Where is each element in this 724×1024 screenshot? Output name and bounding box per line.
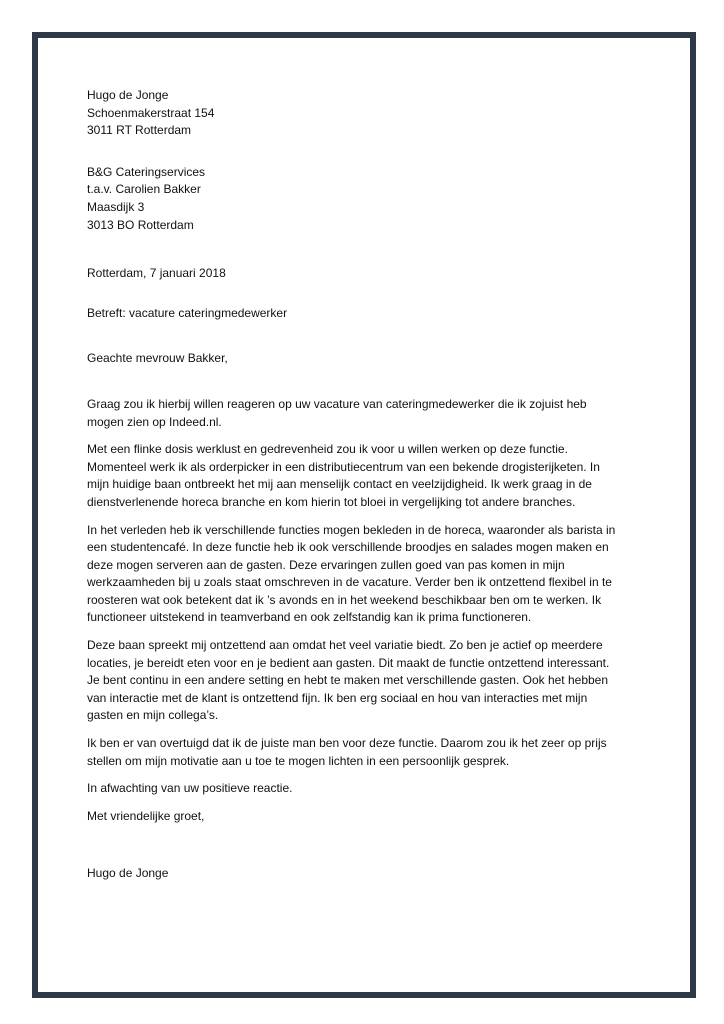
paragraph-line: werkzaamheden bij u zoals staat omschreven in de vacature. Verder ben ik ontzettend flexibel in te xyxy=(87,575,612,590)
sender-city: 3011 RT Rotterdam xyxy=(87,123,192,138)
subject-text: Betreft: vacature cateringmedewerker xyxy=(87,305,288,320)
recipient-address xyxy=(87,164,647,234)
date-text: Rotterdam, 7 januari 2018 xyxy=(87,266,226,281)
paragraph-line: functioneer uitstekend in teamverband en ook zelfstandig kan ik prima functioneren. xyxy=(87,610,532,625)
paragraph xyxy=(87,441,647,511)
paragraph-line: Graag zou ik hierbij willen reageren op uw vacature van cateringmedewerker die ik zojuist heb xyxy=(87,396,587,411)
recipient-attention: t.a.v. Carolien Bakker xyxy=(87,182,201,197)
recipient-company: B&G Cateringservices xyxy=(87,164,206,179)
sender-address xyxy=(87,87,647,140)
paragraph-line: Deze baan spreekt mij ontzettend aan omdat het veel variatie biedt. Zo ben je actief op meerdere xyxy=(87,638,603,653)
paragraph xyxy=(87,637,647,725)
subject-line xyxy=(87,305,647,323)
signature xyxy=(87,865,647,883)
salutation xyxy=(87,350,647,368)
paragraph-line: Momenteel werk ik als orderpicker in een distributiecentrum van een bekende drogisterijketen. In xyxy=(87,459,600,474)
paragraph-line: Ik ben er van overtuigd dat ik de juiste man ben voor deze functie. Daarom zou ik het zeer op prijs xyxy=(87,736,607,751)
paragraph-line: dienstverlenende horeca branche en kom hierin tot bloei in vergelijking tot andere branches. xyxy=(87,494,576,509)
paragraph-line: roosteren wat ook betekent dat ik ’s avonds en in het weekend beschikbaar ben om te werken. Ik xyxy=(87,592,602,607)
paragraph-line: deze mogen serveren aan de gasten. Deze ervaringen zullen goed van pas komen in mijn xyxy=(87,557,565,572)
paragraph-line: In het verleden heb ik verschillende functies mogen bekleden in de horeca, waaronder als barista in xyxy=(87,522,616,537)
date-line xyxy=(87,265,647,283)
paragraph-line: Je bent continu in een andere setting en hebt te maken met verschillende gasten. Ook het hebben xyxy=(87,673,609,688)
recipient-street: Maasdijk 3 xyxy=(87,199,145,214)
letter-paragraphs xyxy=(87,396,647,798)
letter-body xyxy=(87,87,647,883)
closing-text: Met vriendelijke groet, xyxy=(87,808,205,823)
paragraph-line: stellen om mijn motivatie aan u toe te mogen lichten in een persoonlijk gesprek. xyxy=(87,753,510,768)
recipient-city: 3013 BO Rotterdam xyxy=(87,217,194,232)
sender-street: Schoenmakerstraat 154 xyxy=(87,105,215,120)
paragraph-line: mijn huidige baan ontbreekt het mij aan menselijk contact en veelzijdigheid. Ik werk graag in de xyxy=(87,477,592,492)
paragraph-line: een studentencafé. In deze functie heb ik ook verschillende broodjes en salades mogen maken en xyxy=(87,540,609,555)
sender-name: Hugo de Jonge xyxy=(87,88,169,102)
closing xyxy=(87,808,647,826)
paragraph xyxy=(87,735,647,770)
salutation-text: Geachte mevrouw Bakker, xyxy=(87,351,228,366)
paragraph-line: mogen zien op Indeed.nl. xyxy=(87,414,222,429)
paragraph xyxy=(87,522,647,628)
paragraph-line: In afwachting van uw positieve reactie. xyxy=(87,781,293,796)
paragraph xyxy=(87,780,647,798)
paragraph-line: van interactie met de klant is ontzettend fijn. Ik ben erg sociaal en hou van interacties met mijn xyxy=(87,690,588,705)
signature-name: Hugo de Jonge xyxy=(87,866,169,881)
paragraph-line: locaties, je bereidt eten voor en je bedient aan gasten. Dit maakt de functie ontzettend interessant. xyxy=(87,655,610,670)
paragraph-line: Met een flinke dosis werklust en gedrevenheid zou ik voor u willen werken op deze functie. xyxy=(87,442,568,457)
paragraph xyxy=(87,396,647,431)
paragraph-line: gasten en mijn collega’s. xyxy=(87,708,219,723)
